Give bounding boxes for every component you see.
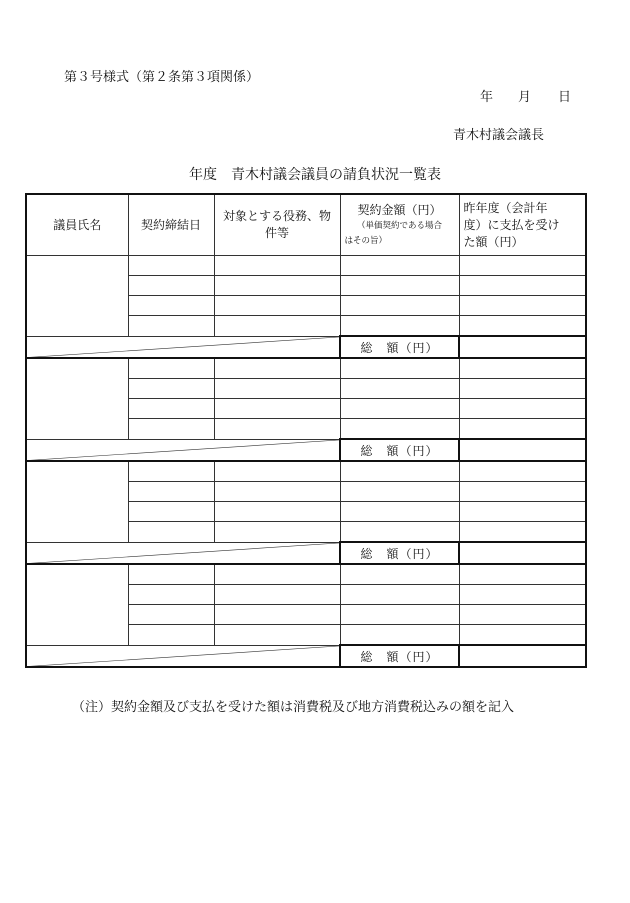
contract-date-cell[interactable] <box>128 276 214 296</box>
contract-date-cell[interactable] <box>128 522 214 543</box>
contract-date-cell[interactable] <box>128 461 214 482</box>
total-blank-area <box>26 439 340 461</box>
contract-date-cell[interactable] <box>128 256 214 276</box>
contract-date-cell[interactable] <box>128 625 214 646</box>
total-blank-area <box>26 336 340 358</box>
prev-year-paid-cell[interactable] <box>459 625 586 646</box>
contract-amount-cell[interactable] <box>340 419 459 440</box>
service-item-cell[interactable] <box>214 399 340 419</box>
contract-amount-cell[interactable] <box>340 296 459 316</box>
service-item-cell[interactable] <box>214 316 340 337</box>
footnote: （注）契約金額及び支払を受けた額は消費税及び地方消費税込みの額を記入 <box>72 700 515 715</box>
diagonal-line <box>27 440 339 461</box>
prev-year-paid-cell[interactable] <box>459 358 586 379</box>
contract-date-cell[interactable] <box>128 585 214 605</box>
prev-year-paid-cell[interactable] <box>459 482 586 502</box>
contract-amount-cell[interactable] <box>340 358 459 379</box>
contract-status-table <box>25 193 587 668</box>
contract-date-cell[interactable] <box>128 419 214 440</box>
date-day: 日 <box>558 90 572 105</box>
prev-year-paid-cell[interactable] <box>459 379 586 399</box>
date-line <box>480 86 571 105</box>
service-item-cell[interactable] <box>214 502 340 522</box>
prev-year-paid-cell[interactable] <box>459 605 586 625</box>
contract-amount-cell[interactable] <box>340 276 459 296</box>
contract-date-cell[interactable] <box>128 399 214 419</box>
header-prev-year-line3: た額（円） <box>463 234 524 249</box>
contract-date-cell[interactable] <box>128 482 214 502</box>
table-title: 年度 青木村議会議員の請負状況一覧表 <box>189 167 441 183</box>
contract-amount-cell[interactable] <box>340 256 459 276</box>
prev-year-paid-cell[interactable] <box>459 276 586 296</box>
addressee: 青木村議会議長 <box>453 128 545 143</box>
prev-year-paid-cell[interactable] <box>459 502 586 522</box>
contract-amount-cell[interactable] <box>340 605 459 625</box>
header-contract-amount-line1: 契約金額（円） <box>357 202 442 217</box>
total-blank-area <box>26 542 340 564</box>
header-contract-amount-note-line2: はその旨） <box>344 235 388 246</box>
service-item-cell[interactable] <box>214 482 340 502</box>
service-item-cell[interactable] <box>214 358 340 379</box>
service-item-cell[interactable] <box>214 461 340 482</box>
total-label: 総 額（円） <box>340 645 459 667</box>
form-number: 第３号様式（第２条第３項関係） <box>64 70 260 85</box>
diagonal-line <box>27 646 339 667</box>
prev-year-paid-cell[interactable] <box>459 296 586 316</box>
prev-year-paid-cell[interactable] <box>459 461 586 482</box>
header-service-item-line1: 対象とする役務、物 <box>222 209 331 223</box>
header-contract-date: 契約締結日 <box>128 194 214 256</box>
contract-date-cell[interactable] <box>128 502 214 522</box>
header-contract-amount-note-line1: （単価契約である場合 <box>356 220 442 231</box>
header-prev-year-line1: 昨年度（会計年 <box>463 200 548 215</box>
member-name-cell[interactable] <box>26 461 128 542</box>
total-label: 総 額（円） <box>340 439 459 461</box>
contract-amount-cell[interactable] <box>340 625 459 646</box>
service-item-cell[interactable] <box>214 379 340 399</box>
total-value-cell[interactable] <box>459 645 586 667</box>
service-item-cell[interactable] <box>214 419 340 440</box>
service-item-cell[interactable] <box>214 256 340 276</box>
contract-amount-cell[interactable] <box>340 316 459 337</box>
total-value-cell[interactable] <box>459 439 586 461</box>
contract-amount-cell[interactable] <box>340 482 459 502</box>
member-name-cell[interactable] <box>26 358 128 439</box>
contract-date-cell[interactable] <box>128 605 214 625</box>
contract-amount-cell[interactable] <box>340 379 459 399</box>
header-prev-year-line2: 度）に支払を受け <box>463 217 560 232</box>
service-item-cell[interactable] <box>214 296 340 316</box>
contract-date-cell[interactable] <box>128 564 214 585</box>
header-service-item <box>214 194 340 256</box>
total-label: 総 額（円） <box>340 336 459 358</box>
contract-amount-cell[interactable] <box>340 399 459 419</box>
service-item-cell[interactable] <box>214 625 340 646</box>
diagonal-line <box>27 337 339 358</box>
prev-year-paid-cell[interactable] <box>459 585 586 605</box>
total-blank-area <box>26 645 340 667</box>
prev-year-paid-cell[interactable] <box>459 522 586 543</box>
member-name-cell[interactable] <box>26 564 128 645</box>
contract-date-cell[interactable] <box>128 358 214 379</box>
contract-amount-cell[interactable] <box>340 502 459 522</box>
contract-date-cell[interactable] <box>128 379 214 399</box>
prev-year-paid-cell[interactable] <box>459 256 586 276</box>
contract-amount-cell[interactable] <box>340 522 459 543</box>
diagonal-line <box>27 543 339 564</box>
contract-amount-cell[interactable] <box>340 461 459 482</box>
service-item-cell[interactable] <box>214 276 340 296</box>
header-prev-year-paid <box>459 194 586 256</box>
service-item-cell[interactable] <box>214 605 340 625</box>
service-item-cell[interactable] <box>214 522 340 543</box>
contract-amount-cell[interactable] <box>340 564 459 585</box>
header-contract-amount <box>340 194 459 256</box>
contract-amount-cell[interactable] <box>340 585 459 605</box>
prev-year-paid-cell[interactable] <box>459 419 586 440</box>
contract-date-cell[interactable] <box>128 316 214 337</box>
date-year: 年 <box>480 90 494 105</box>
prev-year-paid-cell[interactable] <box>459 316 586 337</box>
total-value-cell[interactable] <box>459 336 586 358</box>
contract-date-cell[interactable] <box>128 296 214 316</box>
service-item-cell[interactable] <box>214 585 340 605</box>
header-service-item-line2: 件等 <box>264 226 289 240</box>
prev-year-paid-cell[interactable] <box>459 564 586 585</box>
total-value-cell[interactable] <box>459 542 586 564</box>
service-item-cell[interactable] <box>214 564 340 585</box>
member-name-cell[interactable] <box>26 256 128 337</box>
total-label: 総 額（円） <box>340 542 459 564</box>
prev-year-paid-cell[interactable] <box>459 399 586 419</box>
date-month: 月 <box>518 90 532 105</box>
header-member-name: 議員氏名 <box>26 194 128 256</box>
